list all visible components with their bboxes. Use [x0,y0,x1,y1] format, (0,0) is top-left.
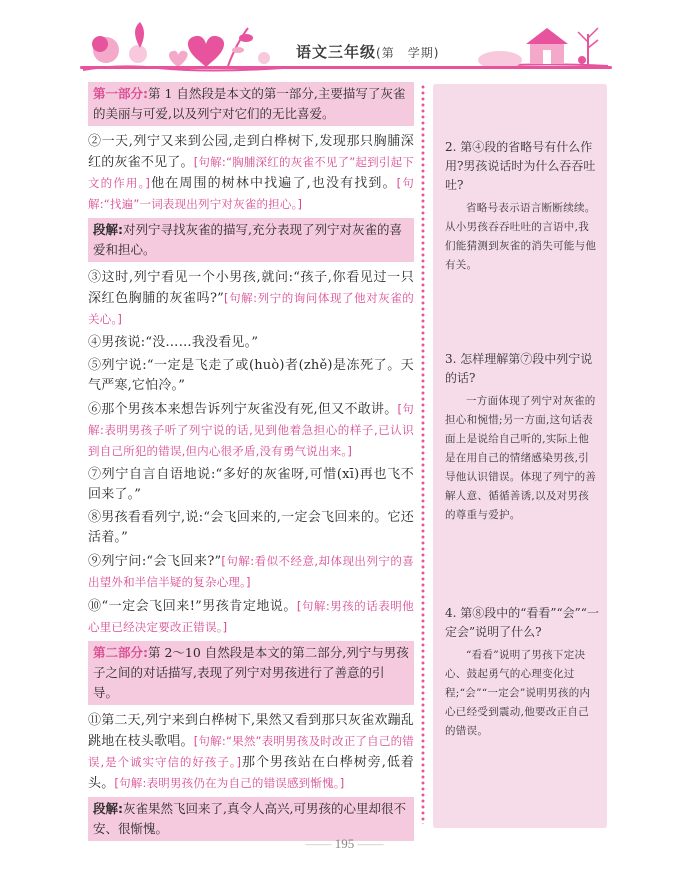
house-tree-decoration-icon [470,20,610,78]
paragraph-11-text-a: ⑪第二天,列宁来到白桦树下,果然又看到那只灰雀欢蹦乱跳地在枝头歌唱。 [88,713,414,749]
paragraph-10-annotation: [句解:男孩的话表明他心里已经决定要改正错误。] [88,599,415,634]
question-sidebar [433,84,607,828]
page-number-dash-left: —— [305,836,335,851]
question-2 [445,138,599,275]
section-summary-text-2: 灰雀果然飞回来了,真令人高兴,可男孩的心里却很不安、很惭愧。 [93,801,406,836]
paragraph-2 [88,132,414,215]
paragraph-11-text-b: 那个男孩站在白桦树旁,低着头。 [88,755,414,791]
question-4-text: 4. 第⑧段中的“看看”“会”“一定会”说明了什么? [445,606,599,639]
paragraph-6-text: ⑥那个男孩本来想告诉列宁灰雀没有死,但又不敢讲。 [88,402,398,417]
paragraph-11 [88,711,414,794]
question-3-answer: 一方面体现了列宁对灰雀的担心和惋惜;另一方面,这句话表面上是说给自己听的,实际上他是在用自己的情绪感染男孩,引导他认识错误。体现了列宁的善解人意、循循善诱,以及对男孩的尊重与爱护。 [445,395,597,521]
part-one-summary: 第 1 自然段是本文的第一部分,主要描写了灰雀的美丽与可爱,以及列宁对它们的无比喜爱。 [93,86,406,121]
page-number-dash-right: —— [354,836,384,851]
section-summary-box-2 [88,797,414,841]
section-summary-box-1 [88,218,414,262]
page-number-text: 195 [334,836,355,851]
part-two-summary: 第 2～10 自然段是本文的第二部分,列宁与男孩子之间的对话描写,表现了列宁对男孩进行了善意的引导。 [93,645,409,700]
paragraph-9-annotation: [句解:看似不经意,却体现出列宁的喜出望外和半信半疑的复杂心理。] [88,554,414,589]
paragraph-6-annotation: [句解:表明男孩子听了列宁说的话,见到他着急担心的样子,已认识到自己所犯的错误,但内心很矛盾,没有勇气说出来。] [88,402,415,458]
question-3 [445,350,599,525]
question-2-text: 2. 第④段的省略号有什么作用?男孩说话时为什么吞吞吐吐? [445,140,596,192]
paragraph-9 [88,551,414,593]
paragraph-10 [88,596,414,638]
page-header [0,0,689,82]
paragraph-11-annotation-b: [句解:表明男孩仍在为自己的错误感到惭愧。] [114,776,345,790]
paragraph-6 [88,399,414,462]
section-summary-label-2: 段解: [93,801,123,816]
section-summary-label-1: 段解: [93,222,123,237]
page-title [296,41,439,62]
part-one-label: 第一部分: [93,86,148,101]
paragraph-5-text: ⑤列宁说:“一定是飞走了或(huò)者(zhě)是冻死了。天气严寒,它怕冷。” [88,358,414,393]
paragraph-8 [88,508,414,548]
paragraph-8-text: ⑧男孩看看列宁,说:“会飞回来的,一定会飞回来的。它还活着。” [88,510,414,545]
paragraph-4-text: ④男孩说:“没……我没看见。” [88,335,259,350]
paragraph-5 [88,356,414,396]
paragraph-2-annotation-b: [句解:“找遍”一词表现出列宁对灰雀的担心。] [88,176,414,211]
header-divider [80,66,612,69]
paragraph-3-annotation: [句解:列宁的询问体现了他对灰雀的关心。] [88,291,414,326]
paragraph-3-text: ③这时,列宁看见一个小男孩,就问:“孩子,你看见过一只深红色胸脯的灰雀吗?” [88,270,414,306]
part-two-summary-box [88,641,414,705]
section-summary-text-1: 对列宁寻找灰雀的描写,充分表现了列宁对灰雀的喜爱和担心。 [93,222,402,257]
paragraph-10-text: ⑩“一定会飞回来!”男孩肯定地说。 [88,599,297,614]
paragraph-9-text: ⑨列宁问:“会飞回来?” [88,554,222,569]
question-3-text: 3. 怎样理解第⑦段中列宁说的话? [445,352,593,385]
paragraph-4 [88,333,414,353]
dotted-column-divider [420,84,426,824]
paragraph-11-annotation-a: [句解:“果然”表明男孩及时改正了自己的错误,是个诚实守信的好孩子。] [88,734,414,769]
paragraph-2-annotation-a: [句解:“胸脯深红的灰雀不见了”起到引起下文的作用。] [88,155,414,190]
page-number [0,836,689,852]
question-2-answer: 省略号表示语言断断续续。从小男孩吞吞吐吐的言语中,我们能猜测到灰雀的消失可能与他有关。 [445,202,597,271]
main-text-column [88,80,414,847]
question-4 [445,604,599,741]
title-text: 语文三年级 [296,43,377,61]
semester-text: (第 学期) [376,46,440,60]
paragraph-2-text-b: 他在周围的树林中找遍了,也没有找到。 [150,176,397,191]
question-4-answer: “看看”说明了男孩下定决心、鼓起勇气的心理变化过程;“会”“一定会”说明男孩的内心已经受到震动,他要改正自己的错误。 [445,649,591,737]
paragraph-7-text: ⑦列宁自言自语地说:“多好的灰雀呀,可惜(xī)再也飞不回来了。” [88,467,414,502]
paragraph-7 [88,465,414,505]
part-two-label: 第二部分: [93,645,148,660]
part-one-summary-box [88,82,414,126]
paragraph-2-text-a: ②一天,列宁又来到公园,走到白桦树下,发现那只胸脯深红的灰雀不见了。 [88,134,414,170]
paragraph-3 [88,268,414,330]
flowers-heart-decoration-icon [78,20,288,78]
